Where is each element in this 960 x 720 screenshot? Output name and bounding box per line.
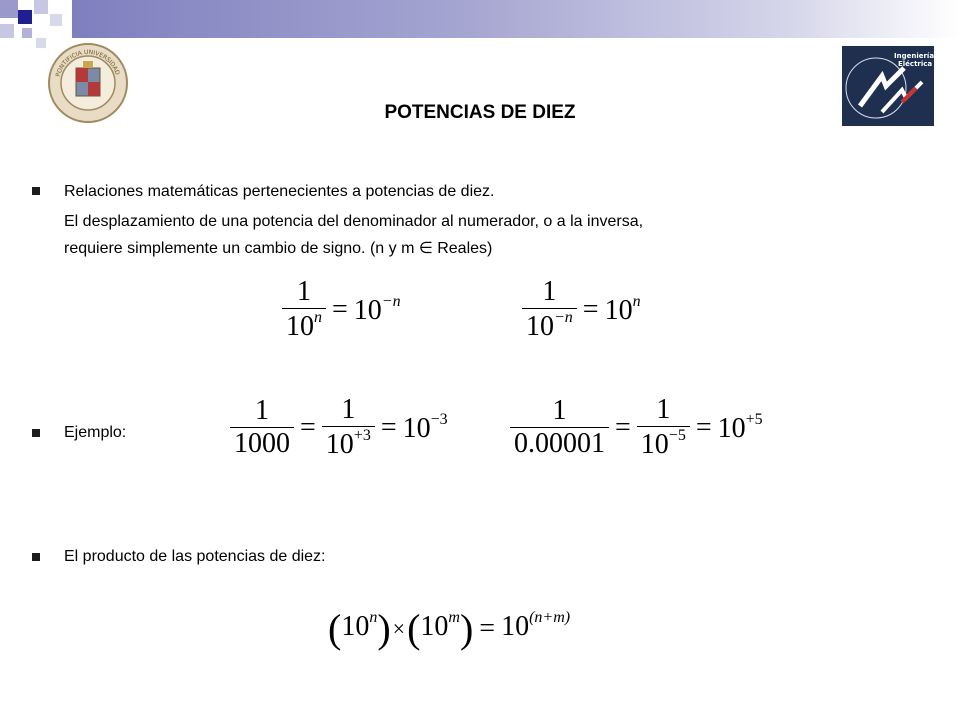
seal-lettering: PONTIFICIA UNIVERSIDAD	[54, 48, 121, 78]
formula-positive-exponent	[522, 276, 641, 343]
example-formula-2	[510, 394, 763, 461]
fraction	[230, 395, 294, 460]
result: 10$^n$	[604, 292, 641, 326]
equals-sign: =	[615, 411, 631, 443]
bullet-marker	[32, 553, 40, 561]
result: $10^{-3}$	[402, 410, 448, 444]
base-a: 10	[341, 610, 370, 642]
denominator: 10$^n$	[282, 308, 326, 343]
deco-square-5	[22, 28, 32, 38]
exponent-b: m	[448, 608, 460, 626]
deco-square-7	[36, 38, 46, 48]
deco-square-6	[50, 14, 62, 26]
fraction	[322, 394, 375, 461]
exponent-a: n	[369, 608, 378, 626]
deco-square-3	[34, 0, 48, 14]
equals-sign: =	[380, 411, 397, 443]
bullet-text-2: Ejemplo:	[64, 424, 127, 441]
numerator: 1	[341, 394, 356, 425]
equals-sign: =	[479, 612, 496, 644]
bullet-text-1-line2: El desplazamiento de una potencia del denominador al numerador, o a la inversa,	[64, 213, 644, 230]
numerator: 1	[255, 395, 269, 426]
result: $10^{-n}$	[353, 292, 401, 326]
numerator: 1	[552, 395, 567, 426]
numerator: 1	[297, 276, 311, 307]
deco-square-2	[18, 10, 32, 24]
equals-sign: =	[300, 411, 316, 443]
result-base: 10	[501, 610, 530, 642]
header-gradient-bar	[72, 0, 960, 38]
fraction	[637, 394, 690, 461]
fraction	[282, 276, 326, 343]
bullet-marker	[32, 429, 40, 437]
deco-square-4	[0, 24, 14, 38]
fraction	[510, 395, 609, 460]
equals-sign: =	[695, 411, 712, 443]
product-formula: $(10^n)\times(10^m) = 10^{(n+m)}$	[328, 606, 571, 651]
denominator: 0.00001	[510, 427, 609, 460]
base-b: 10	[420, 610, 449, 642]
result-exponent: (n+m)	[529, 608, 571, 626]
denominator: $10^{+3}$	[322, 426, 375, 461]
result: $10^{+5}$	[717, 410, 763, 444]
bullet-text-1-line3: requiere simplemente un cambio de signo. (n y m ∈ Reales)	[64, 240, 493, 257]
deco-square-1	[0, 0, 18, 18]
slide-title: POTENCIAS DE DIEZ	[384, 102, 576, 123]
logo-caption-1: Ingeniería	[894, 52, 934, 60]
fraction	[522, 276, 577, 343]
denominator: $10^{-n}$	[522, 308, 577, 343]
bullet-marker	[32, 187, 40, 195]
formula-negative-exponent	[282, 276, 401, 343]
denominator: 1000	[230, 427, 294, 460]
equals-sign: =	[582, 293, 599, 325]
equals-sign: =	[332, 293, 348, 325]
logo-caption-2: Eléctrica	[898, 60, 933, 68]
example-formula-1	[230, 394, 448, 461]
denominator: $10^{-5}$	[637, 426, 690, 461]
times-sign: ×	[392, 615, 406, 641]
bullet-text-1: Relaciones matemáticas pertenecientes a potencias de diez.	[64, 183, 495, 200]
numerator: 1	[656, 394, 671, 425]
numerator: 1	[542, 276, 557, 307]
bullet-text-3: El producto de las potencias de diez:	[64, 548, 326, 565]
